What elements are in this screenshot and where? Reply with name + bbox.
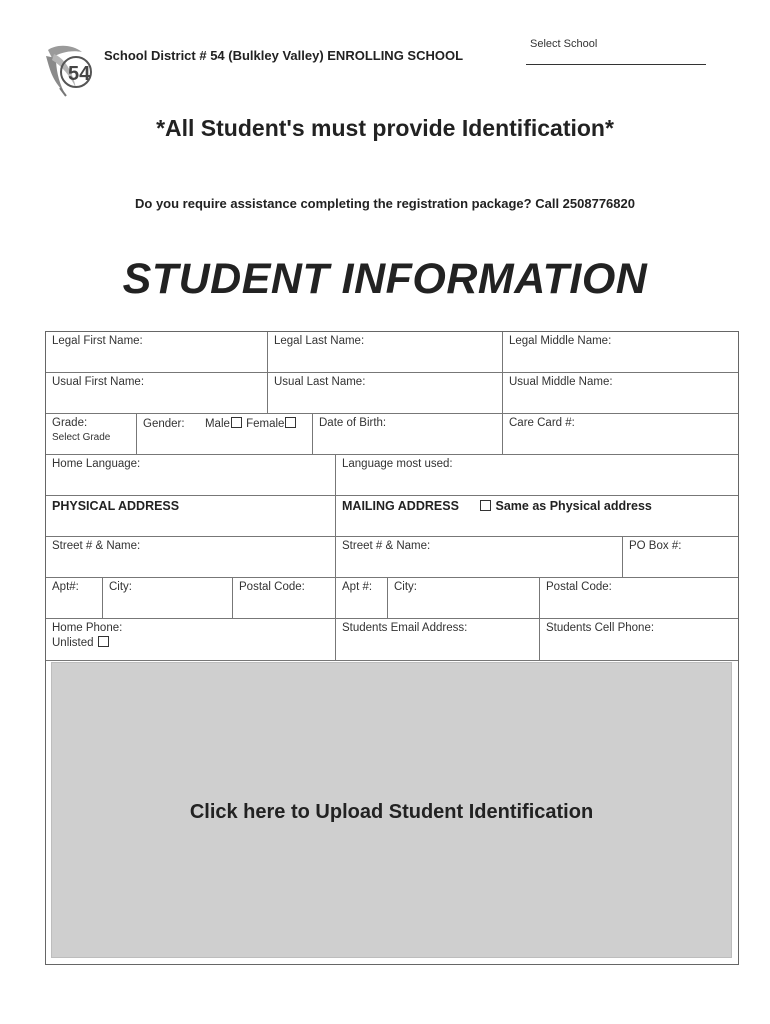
upload-identification-button[interactable] [51,662,732,958]
mailing-address-header [336,496,738,537]
care-card-label: Care Card #: [509,417,575,429]
same-as-physical-checkbox[interactable] [480,500,491,511]
usual-last-name-field[interactable] [268,373,503,414]
upload-identification-label: Click here to Upload Student Identification [189,801,594,823]
mailing-postal-code-label: Postal Code: [546,581,612,593]
legal-last-name-label: Legal Last Name: [274,335,365,347]
male-label: Male [204,418,230,430]
home-language-label: Home Language: [52,458,141,470]
physical-address-label: PHYSICAL ADDRESS [52,499,180,513]
language-most-used-field[interactable] [336,455,738,496]
select-grade-dropdown[interactable]: Select Grade [52,432,111,443]
legal-first-name-label: Legal First Name: [52,335,143,347]
home-phone-field[interactable] [46,619,336,661]
mailing-postal-code-field[interactable] [540,578,738,619]
postal-code-field[interactable] [233,578,336,619]
gender-field [137,414,313,455]
home-phone-label: Home Phone: [52,622,123,634]
usual-first-name-label: Usual First Name: [52,376,145,388]
care-card-field[interactable] [503,414,738,455]
mailing-street-name-field[interactable] [336,537,623,578]
grade-label: Grade: [52,417,88,429]
identification-notice: *All Student's must provide Identification* [156,115,614,141]
mailing-apt-label: Apt #: [342,581,373,593]
legal-first-name-field[interactable] [46,332,268,373]
usual-first-name-field[interactable] [46,373,268,414]
apt-label: Apt#: [52,581,79,593]
female-checkbox[interactable] [285,417,296,428]
po-box-field[interactable] [623,537,738,578]
date-of-birth-field[interactable] [313,414,503,455]
mailing-city-field[interactable] [388,578,540,619]
select-school-dropdown[interactable]: Select School [530,38,598,50]
mailing-address-label: MAILING ADDRESS [342,499,459,513]
female-label: Female [246,418,285,430]
city-label: City: [109,581,132,593]
usual-last-name-label: Usual Last Name: [274,376,366,388]
student-email-label: Students Email Address: [342,622,468,634]
grade-field [46,414,137,455]
physical-address-header [46,496,336,537]
street-name-label: Street # & Name: [52,540,141,552]
postal-code-label: Postal Code: [239,581,305,593]
language-most-used-label: Language most used: [342,458,453,470]
district-heading: School District # 54 (Bulkley Valley) ENROLLING SCHOOL [104,48,464,63]
legal-middle-name-field[interactable] [503,332,738,373]
legal-last-name-field[interactable] [268,332,503,373]
student-email-field[interactable] [336,619,540,661]
unlisted-label: Unlisted [52,637,94,649]
city-field[interactable] [103,578,233,619]
legal-middle-name-label: Legal Middle Name: [509,335,612,347]
district-logo-icon [42,40,98,98]
assistance-text: Do you require assistance completing the registration package? Call 2508776820 [135,196,635,211]
svg-text:54: 54 [68,63,91,85]
student-cell-phone-field[interactable] [540,619,738,661]
usual-middle-name-label: Usual Middle Name: [509,376,613,388]
male-checkbox[interactable] [231,417,242,428]
usual-middle-name-field[interactable] [503,373,738,414]
po-box-label: PO Box #: [629,540,682,552]
apt-field[interactable] [46,578,103,619]
mailing-apt-field[interactable] [336,578,388,619]
student-cell-phone-label: Students Cell Phone: [546,622,655,634]
date-of-birth-label: Date of Birth: [319,417,387,429]
page-title: STUDENT INFORMATION [122,255,648,303]
unlisted-checkbox[interactable] [98,636,109,647]
school-field-line[interactable] [526,50,706,65]
mailing-street-name-label: Street # & Name: [342,540,431,552]
mailing-city-label: City: [394,581,417,593]
same-as-physical-label: Same as Physical address [495,499,652,513]
street-name-field[interactable] [46,537,336,578]
home-language-field[interactable] [46,455,336,496]
gender-label: Gender: [143,418,185,430]
